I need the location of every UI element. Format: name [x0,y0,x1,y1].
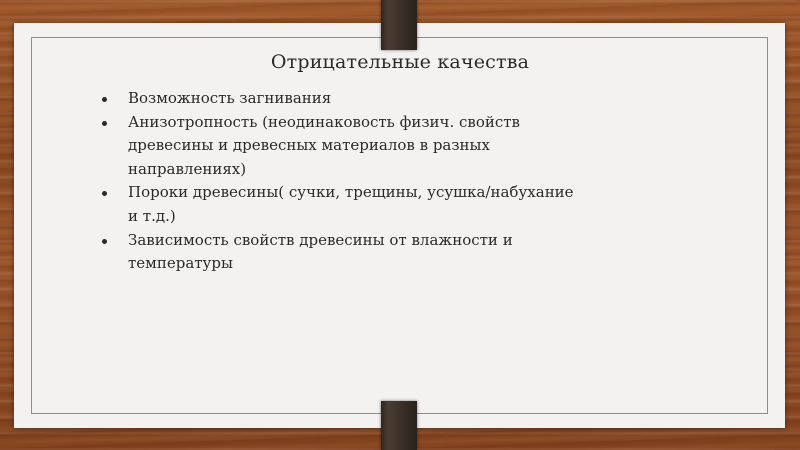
bullet-icon [102,121,107,126]
list-item [101,229,581,276]
bullet-icon [102,97,107,102]
list-item-text: Анизотропность (неодинаковость физич. свойств древесины и древесных материалов в разных направлениях) [128,112,520,178]
bottom-clip [381,401,417,450]
list-item-text: Зависимость свойств древесины от влажности и температуры [128,230,513,273]
list-item-text: Пороки древесины( сучки, трещины, усушка/набухание и т.д.) [128,183,574,225]
slide-title: Отрицательные качества [270,51,530,73]
list-item [101,87,581,111]
list-item-text: Возможность загнивания [128,89,332,107]
bullet-icon [102,239,107,244]
bullet-icon [102,191,107,196]
bullet-list [101,87,581,276]
list-item [101,111,581,182]
top-clip [381,0,417,50]
list-item [101,181,581,228]
